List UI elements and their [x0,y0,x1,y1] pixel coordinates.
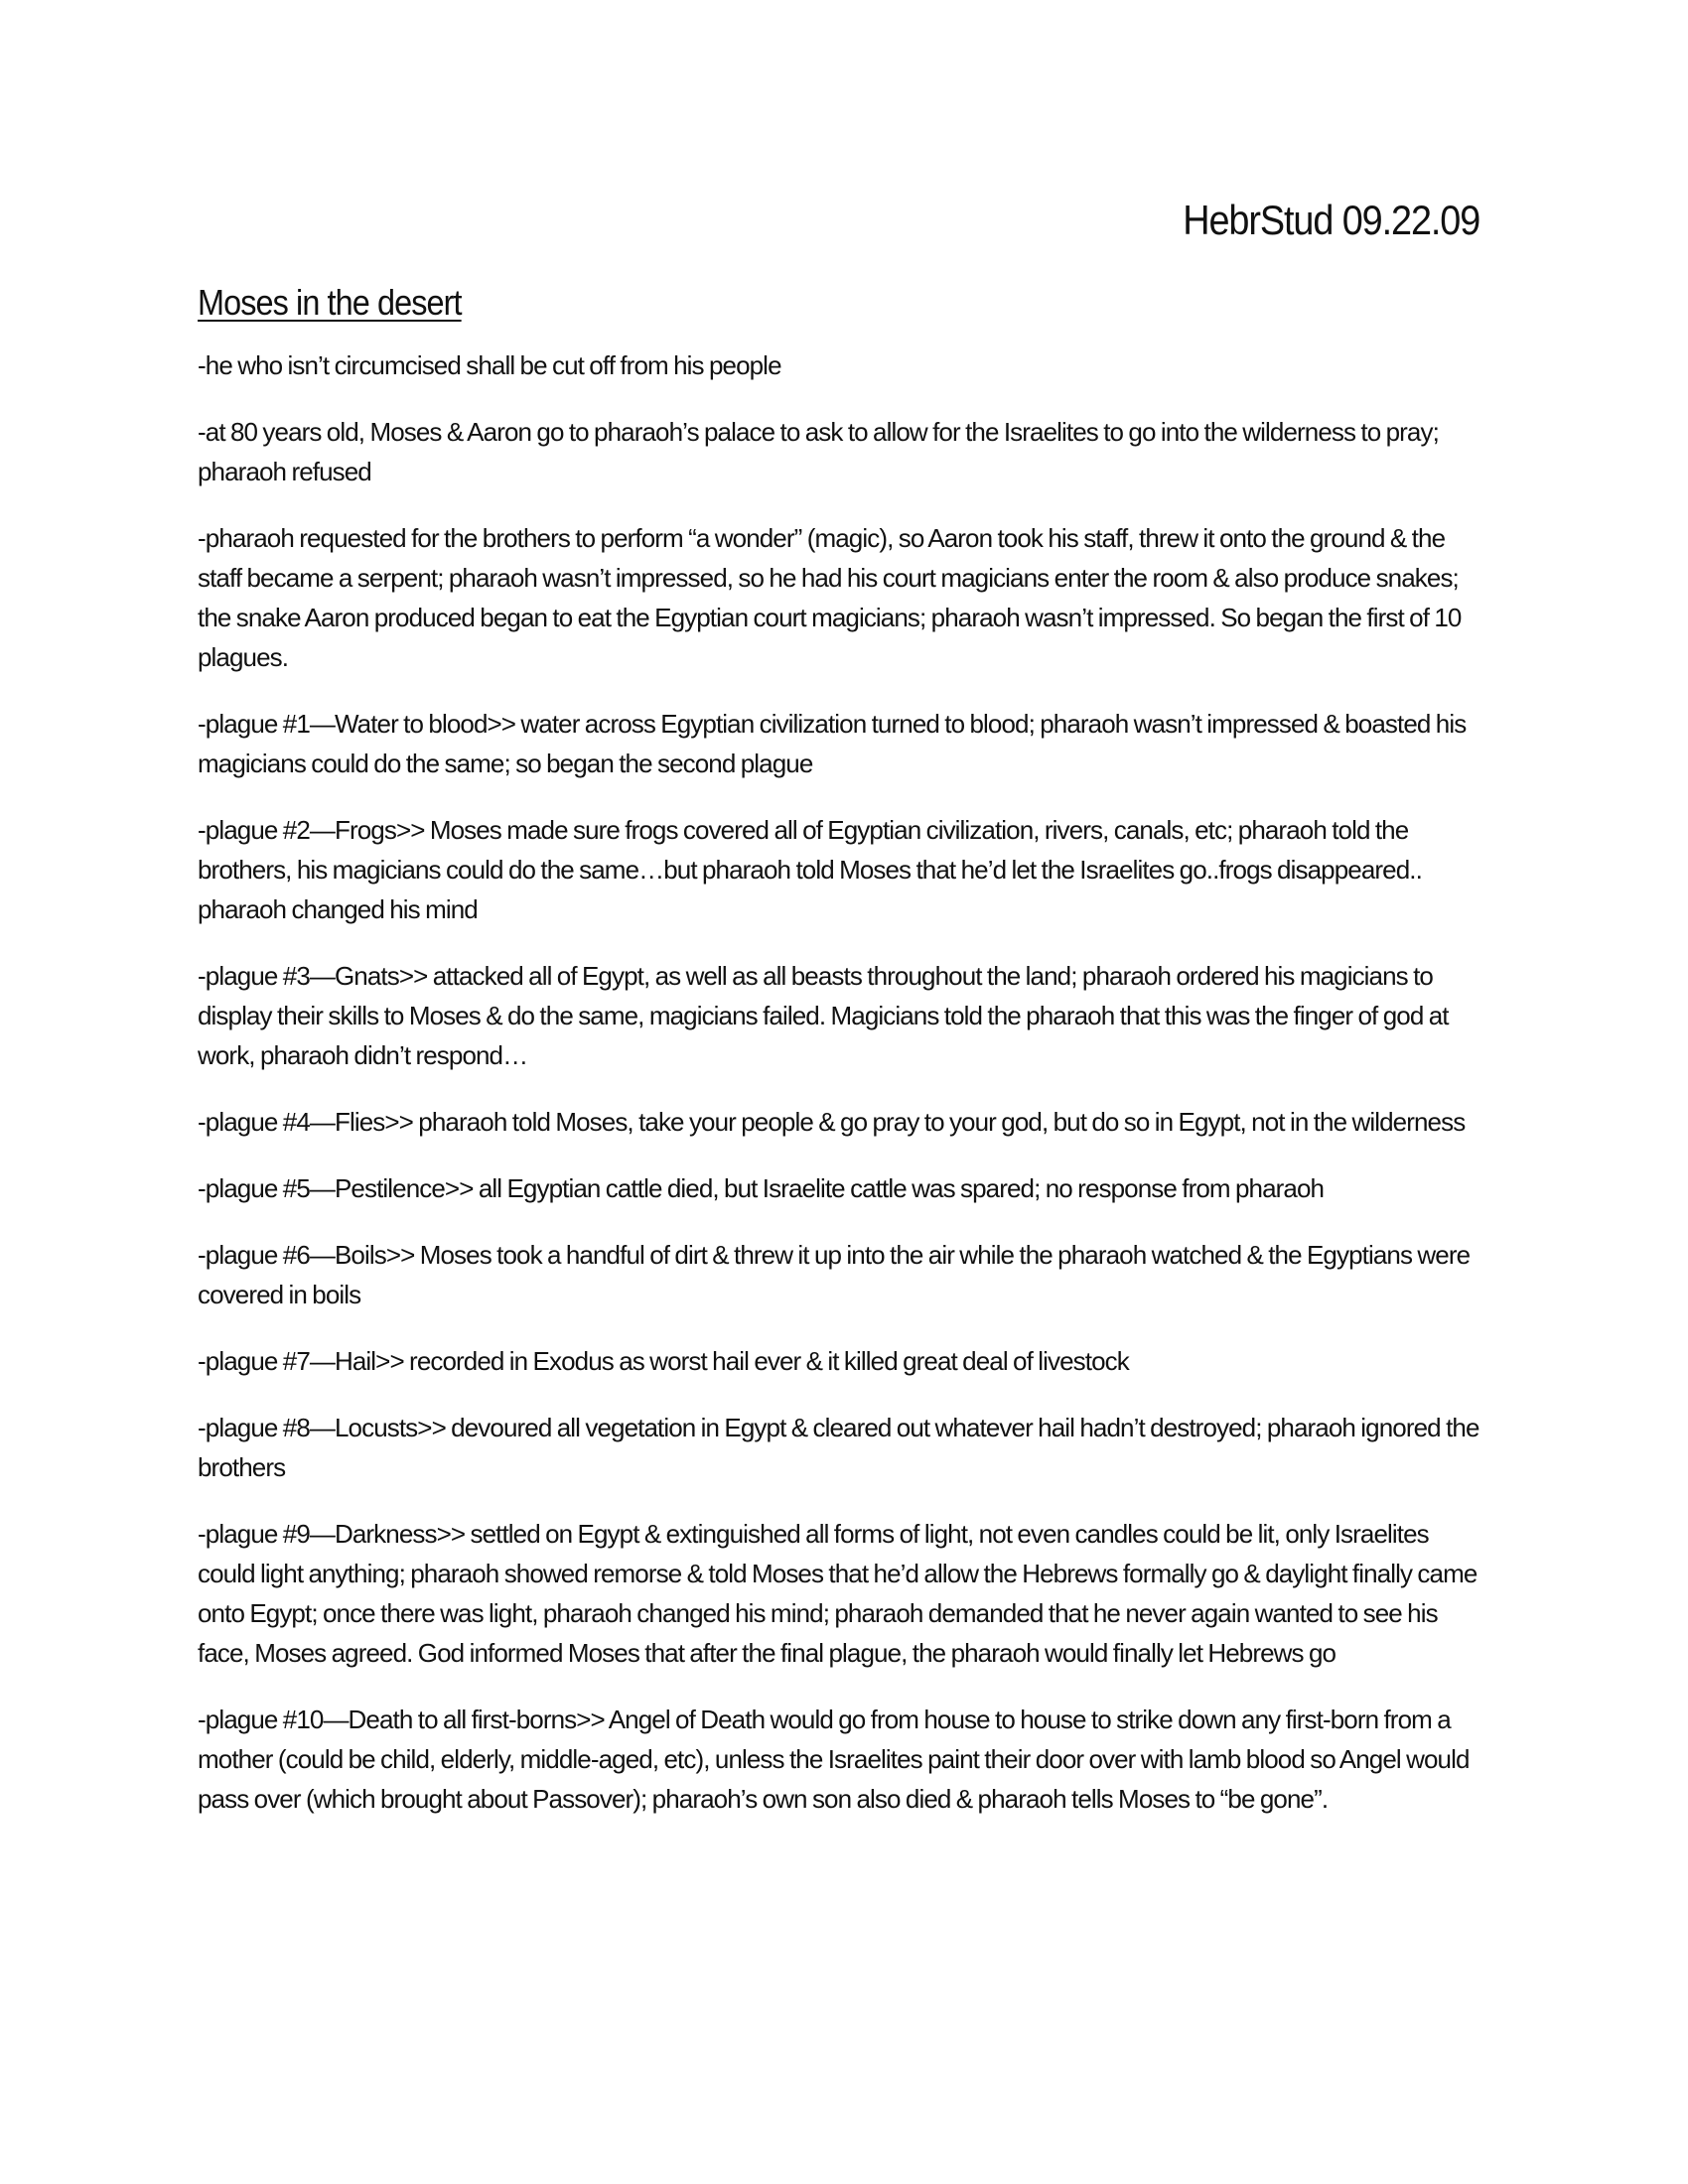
plague-7-paragraph: -plague #7—Hail>> recorded in Exodus as worst hail ever & it killed great deal of livestock [198,1346,1129,1376]
plague-3-paragraph: -plague #3—Gnats>> attacked all of Egypt, as well as all beasts throughout the land; pharaoh ordered his magicians to display their skills to Moses & do the same, magicians failed. Magicians told the pharaoh that this was the finger of god at work, pharaoh didn’t respond… [198,961,1449,1070]
plague-8-paragraph: -plague #8—Locusts>> devoured all vegetation in Egypt & cleared out whatever hail hadn’t destroyed; pharaoh ignored the brothers [198,1413,1479,1482]
plague-9-paragraph: -plague #9—Darkness>> settled on Egypt & extinguished all forms of light, not even candles could be lit, only Israelites could light anything; pharaoh showed remorse & told Moses that he’d allow the Hebrews formally go & daylight finally came onto Egypt; once there was light, pharaoh changed his mind; pharaoh demanded that he never again wanted to see his face, Moses agreed. God informed Moses that after the final plague, the pharaoh would finally let Hebrews go [198,1519,1477,1668]
page-title: Moses in the desert [198,282,462,323]
note-paragraph: -he who isn’t circumcised shall be cut off from his people [198,350,781,380]
plague-6-paragraph: -plague #6—Boils>> Moses took a handful of dirt & threw it up into the air while the pharaoh watched & the Egyptians were covered in boils [198,1240,1471,1309]
plague-5-paragraph: -plague #5—Pestilence>> all Egyptian cattle died, but Israelite cattle was spared; no response from pharaoh [198,1173,1325,1203]
plague-10-paragraph: -plague #10—Death to all first-borns>> Angel of Death would go from house to house to strike down any first-born from a mother (could be child, elderly, middle-aged, etc), unless the Israelites paint their door over with lamb blood so Angel would pass over (which brought about Passover); pharaoh’s own son also died & pharaoh tells Moses to “be gone”. [198,1705,1470,1814]
plague-2-paragraph: -plague #2—Frogs>> Moses made sure frogs covered all of Egyptian civilization, rivers, canals, etc; pharaoh told the brothers, his magicians could do the same…but pharaoh told Moses that he’d let the Israelites go..frogs disappeared.. pharaoh changed his mind [198,815,1422,924]
document-body [198,282,1488,1845]
plague-4-paragraph: -plague #4—Flies>> pharaoh told Moses, take your people & go pray to your god, but do so in Egypt, not in the wilderness [198,1107,1466,1137]
note-paragraph: -pharaoh requested for the brothers to perform “a wonder” (magic), so Aaron took his staff, threw it onto the ground & the staff became a serpent; pharaoh wasn’t impressed, so he had his court magicians enter the room & also produce snakes; the snake Aaron produced began to eat the Egyptian court magicians; pharaoh wasn’t impressed. So began the first of 10 plagues. [198,523,1462,672]
plague-1-paragraph: -plague #1—Water to blood>> water across Egyptian civilization turned to blood; pharaoh wasn’t impressed & boasted his magicians could do the same; so began the second plague [198,709,1467,778]
note-paragraph: -at 80 years old, Moses & Aaron go to pharaoh’s palace to ask to allow for the Israelites to go into the wilderness to pray; pharaoh refused [198,417,1439,486]
course-date-header: HebrStud 09.22.09 [1183,197,1479,243]
